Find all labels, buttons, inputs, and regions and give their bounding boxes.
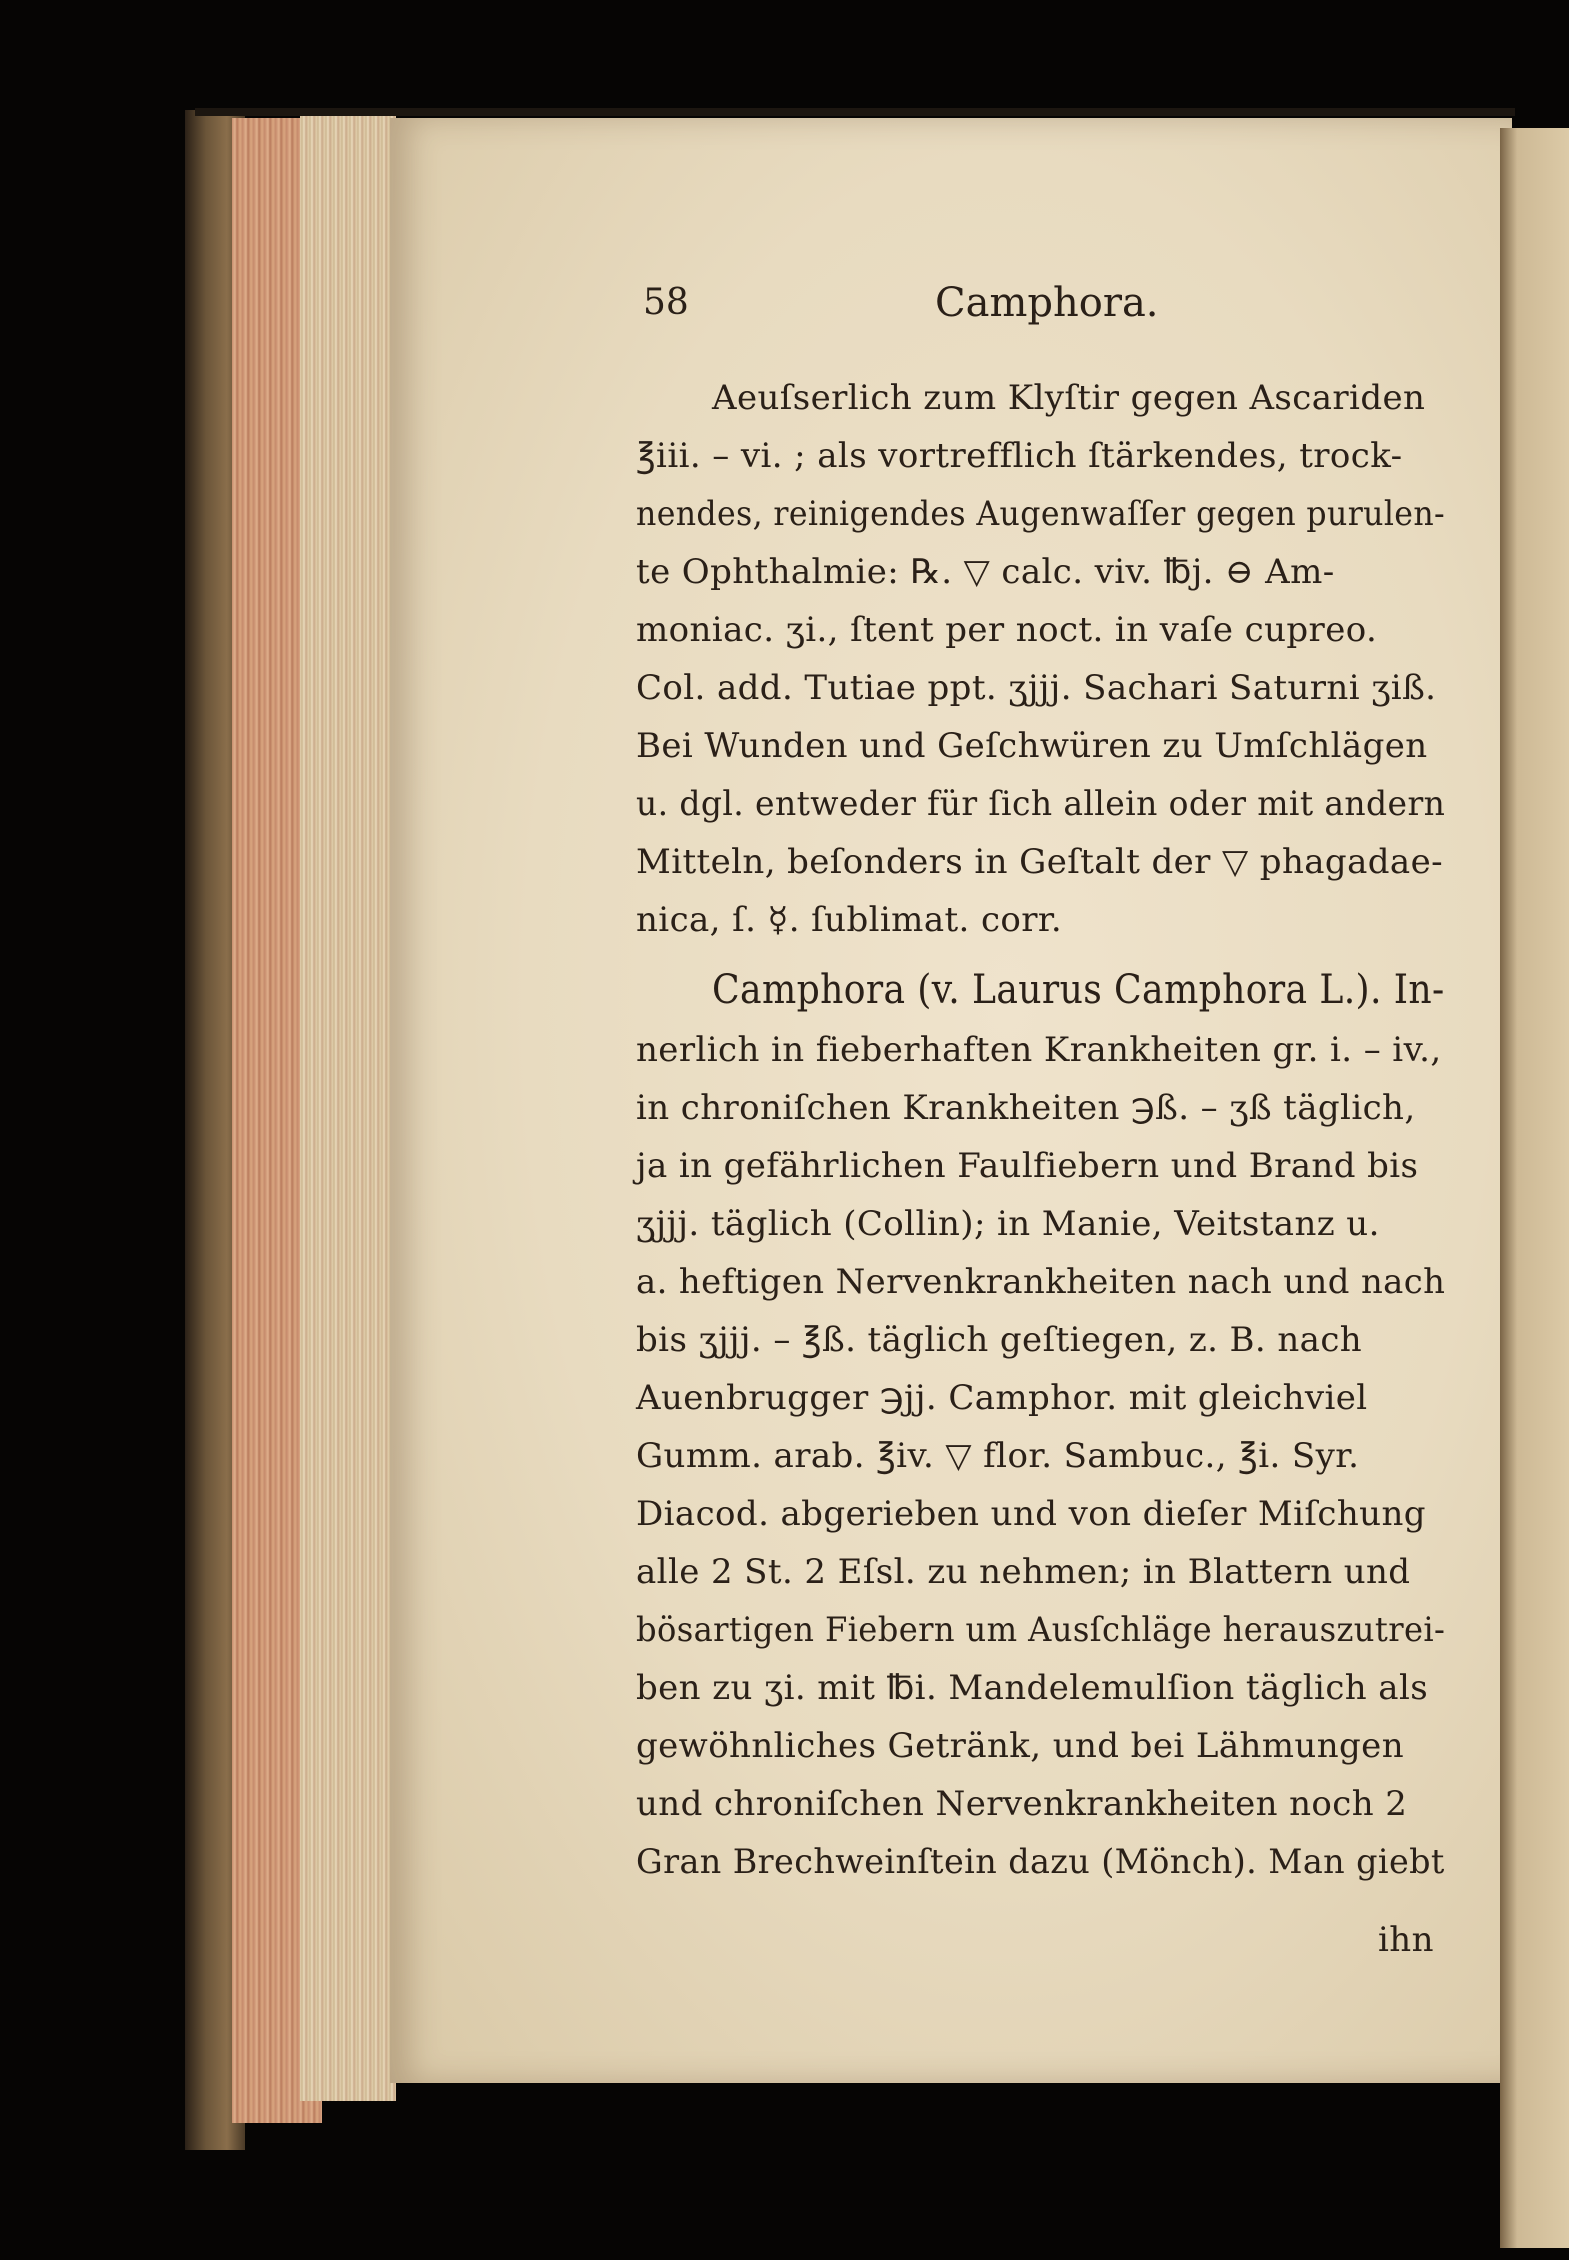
text-line-2: ℥iii. – vi. ; als vortrefflich ſtärkendes, trock-	[636, 436, 1403, 476]
text-line-20: Diacod. abgerieben und von dieſer Miſchung	[636, 1494, 1426, 1534]
page-number: 58	[643, 282, 689, 323]
text-line-4: te Ophthalmie: ℞. ▽ calc. viv. ℔j. ⊖ Am-	[636, 552, 1335, 592]
entry-heading-line: Camphora (v. Laurus Camphora L.). In-	[712, 967, 1445, 1013]
text-line-14: ja in gefährlichen Faulfiebern und Brand bis	[636, 1146, 1419, 1186]
text-line-19: Gumm. arab. ℥iv. ▽ flor. Sambuc., ℥i. Syr.	[636, 1436, 1360, 1476]
text-line-24: gewöhnliches Getränk, und bei Lähmungen	[636, 1726, 1404, 1766]
text-line-22: bösartigen Fiebern um Ausſchläge herauszutrei-	[636, 1610, 1446, 1650]
text-line-25: und chroniſchen Nervenkrankheiten noch 2	[636, 1784, 1408, 1824]
text-line-1: Aeuſserlich zum Klyſtir gegen Ascariden	[712, 378, 1426, 418]
catchword: ihn	[1378, 1920, 1434, 1960]
text-line-26: Gran Brechweinſtein dazu (Mönch). Man giebt	[636, 1842, 1445, 1882]
text-line-17: bis ʒjjj. – ℥ß. täglich geſtiegen, z. B. nach	[636, 1320, 1363, 1360]
text-line-9: Mitteln, beſonders in Geſtalt der ▽ phagadae-	[636, 842, 1443, 882]
text-line-13: in chroniſchen Krankheiten ℈ß. – ʒß täglich,	[636, 1088, 1416, 1128]
text-line-18: Auenbrugger ℈jj. Camphor. mit gleichviel	[636, 1378, 1368, 1418]
text-line-8: u. dgl. entweder für ſich allein oder mit andern	[636, 784, 1446, 824]
text-line-23: ben zu ʒi. mit ℔i. Mandelemulſion täglich als	[636, 1668, 1429, 1708]
text-line-6: Col. add. Tutiae ppt. ʒjjj. Sachari Saturni ʒiß.	[636, 668, 1437, 708]
text-line-16: a. heftigen Nervenkrankheiten nach und nach	[636, 1262, 1446, 1302]
text-line-7: Bei Wunden und Geſchwüren zu Umſchlägen	[636, 726, 1428, 766]
text-line-5: moniac. ʒi., ſtent per noct. in vaſe cupreo.	[636, 610, 1378, 650]
running-title: Camphora.	[935, 280, 1159, 326]
text-line-3: nendes, reinigendes Augenwaſſer gegen purulen-	[636, 494, 1446, 534]
text-line-15: ʒjjj. täglich (Collin); in Manie, Veitstanz u.	[636, 1204, 1380, 1244]
text-line-12: nerlich in fieberhaften Krankheiten gr. i. – iv.,	[636, 1030, 1442, 1070]
text-line-21: alle 2 St. 2 Eſsl. zu nehmen; in Blattern und	[636, 1552, 1411, 1592]
text-line-10: nica, ſ. ☿. ſublimat. corr.	[636, 900, 1063, 940]
